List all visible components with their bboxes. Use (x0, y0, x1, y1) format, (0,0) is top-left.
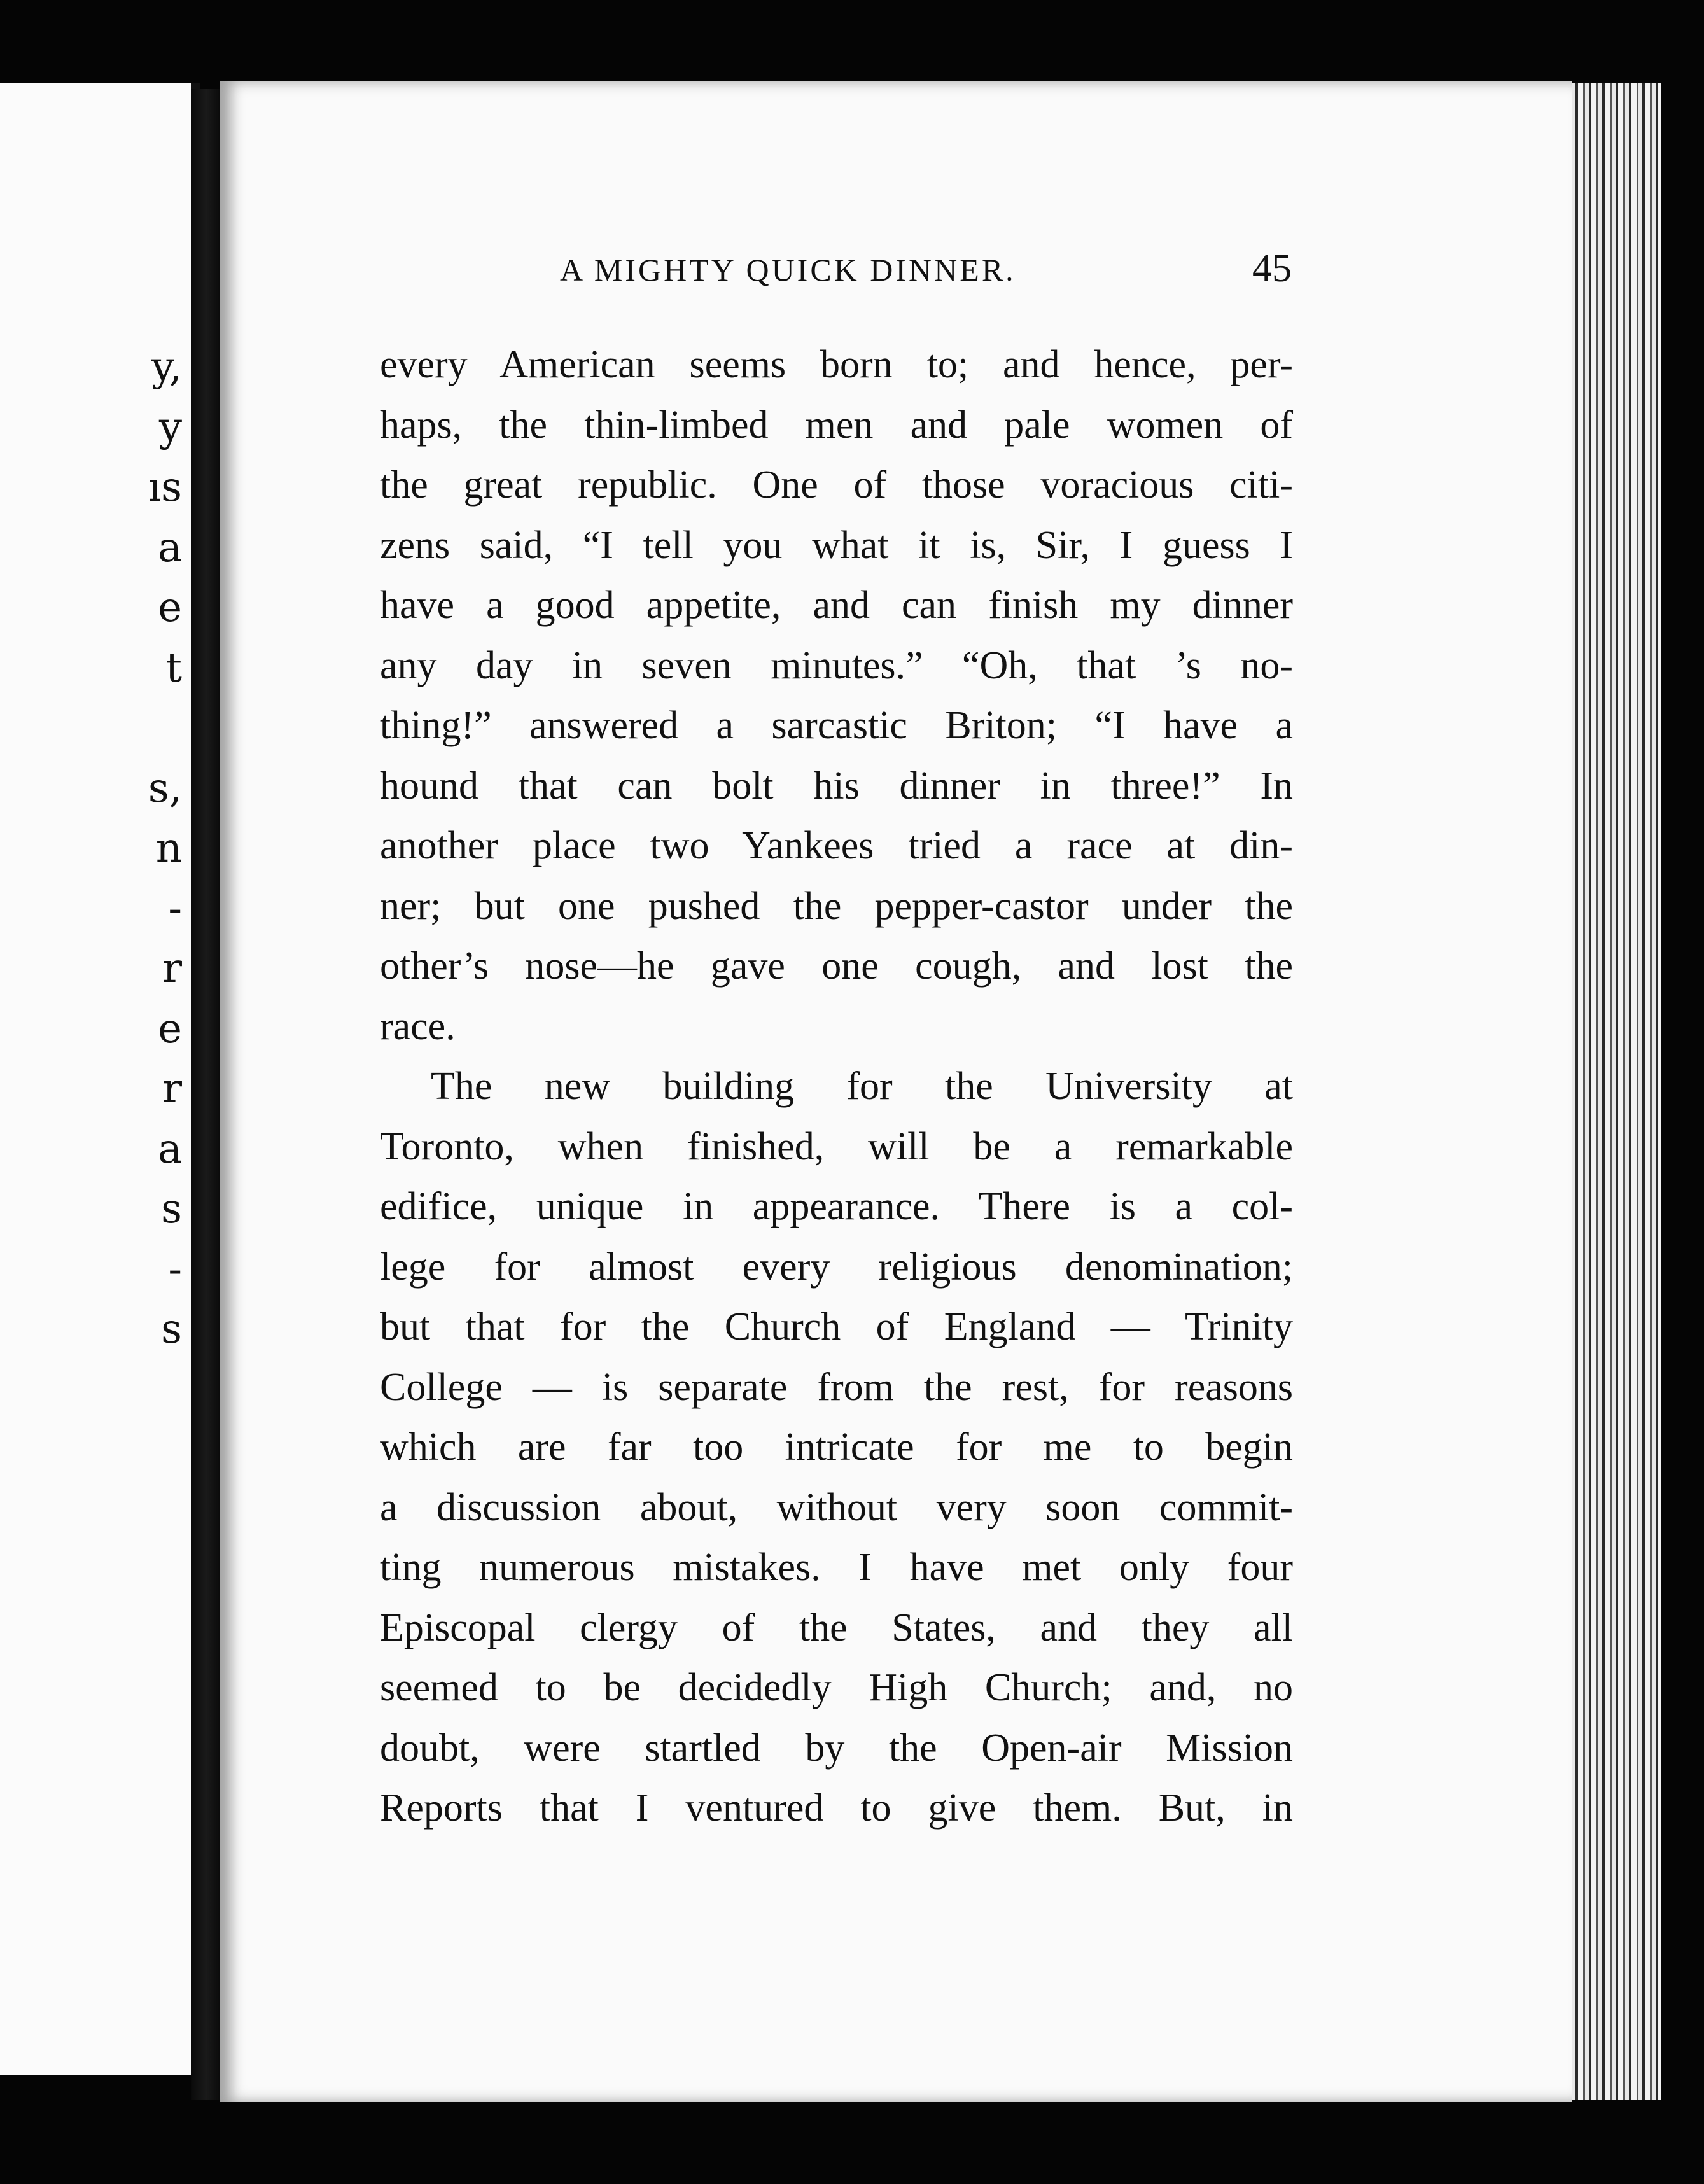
previous-page-line-ends (0, 337, 191, 1360)
fragment-line: r (162, 1065, 182, 1112)
fragment-line: a (157, 1125, 182, 1173)
text-line: lege for almost every religious denomination; (380, 1245, 1293, 1289)
page-edges (1572, 83, 1661, 2100)
text-line: seemed to be decidedly High Church; and, no (380, 1666, 1293, 1709)
body-text (380, 335, 1293, 1838)
text-line: have a good appetite, and can finish my dinner (380, 584, 1293, 627)
paragraph (380, 335, 1293, 1056)
text-line: every American seems born to; and hence, per- (380, 343, 1293, 386)
fragment-line: ıs (148, 464, 182, 511)
fragment-line: s (161, 1306, 182, 1353)
fragment-line: n (155, 825, 182, 872)
fragment-line: - (168, 885, 182, 932)
running-title: A MIGHTY QUICK DINNER. (560, 252, 1016, 288)
text-line: The new building for the University at (431, 1065, 1293, 1108)
fragment-line: t (165, 644, 182, 692)
fragment-line (0, 698, 191, 759)
text-line: ting numerous mistakes. I have met only four (380, 1546, 1293, 1589)
running-head (560, 247, 1292, 302)
fragment-line: e (158, 1005, 182, 1053)
text-line: any day in seven minutes.” “Oh, that ’s no- (380, 643, 1293, 687)
text-line: Episcopal clergy of the States, and they all (380, 1606, 1293, 1649)
text-line: other’s nose—he gave one cough, and lost the (380, 944, 1293, 988)
text-line: race. (380, 1004, 456, 1048)
text-line: College — is separate from the rest, for reasons (380, 1365, 1293, 1409)
fragment-line: a (157, 524, 182, 571)
text-line: Reports that I ventured to give them. But, in (380, 1786, 1293, 1830)
paragraph (380, 1056, 1293, 1838)
fragment-line: e (158, 584, 182, 631)
text-line: edifice, unique in appearance. There is a col- (380, 1185, 1293, 1228)
fragment-line: s, (148, 764, 182, 812)
text-line: thing!” answered a sarcastic Briton; “I have a (380, 704, 1293, 747)
fragment-line: s (161, 1186, 182, 1233)
fragment-line: - (168, 1245, 182, 1293)
text-line: doubt, were startled by the Open-air Mission (380, 1726, 1293, 1770)
fragment-line: y (158, 403, 182, 451)
text-line: another place two Yankees tried a race at din- (380, 824, 1293, 867)
text-line: which are far too intricate for me to begin (380, 1425, 1293, 1469)
text-line: haps, the thin-limbed men and pale women of (380, 403, 1293, 447)
text-line: but that for the Church of England — Trinity (380, 1305, 1293, 1348)
text-line: zens said, “I tell you what it is, Sir, I guess I (380, 523, 1293, 567)
fragment-line: y, (151, 344, 182, 391)
text-line: ner; but one pushed the pepper-castor under the (380, 884, 1293, 928)
text-line: the great republic. One of those voracious citi- (380, 463, 1293, 507)
previous-page-fragment (0, 83, 200, 2075)
page-number: 45 (1252, 247, 1292, 290)
text-line: Toronto, when finished, will be a remarkable (380, 1124, 1293, 1168)
fragment-line: r (162, 945, 182, 992)
text-line: hound that can bolt his dinner in three!” In (380, 764, 1293, 808)
text-line: a discussion about, without very soon commit- (380, 1485, 1293, 1529)
